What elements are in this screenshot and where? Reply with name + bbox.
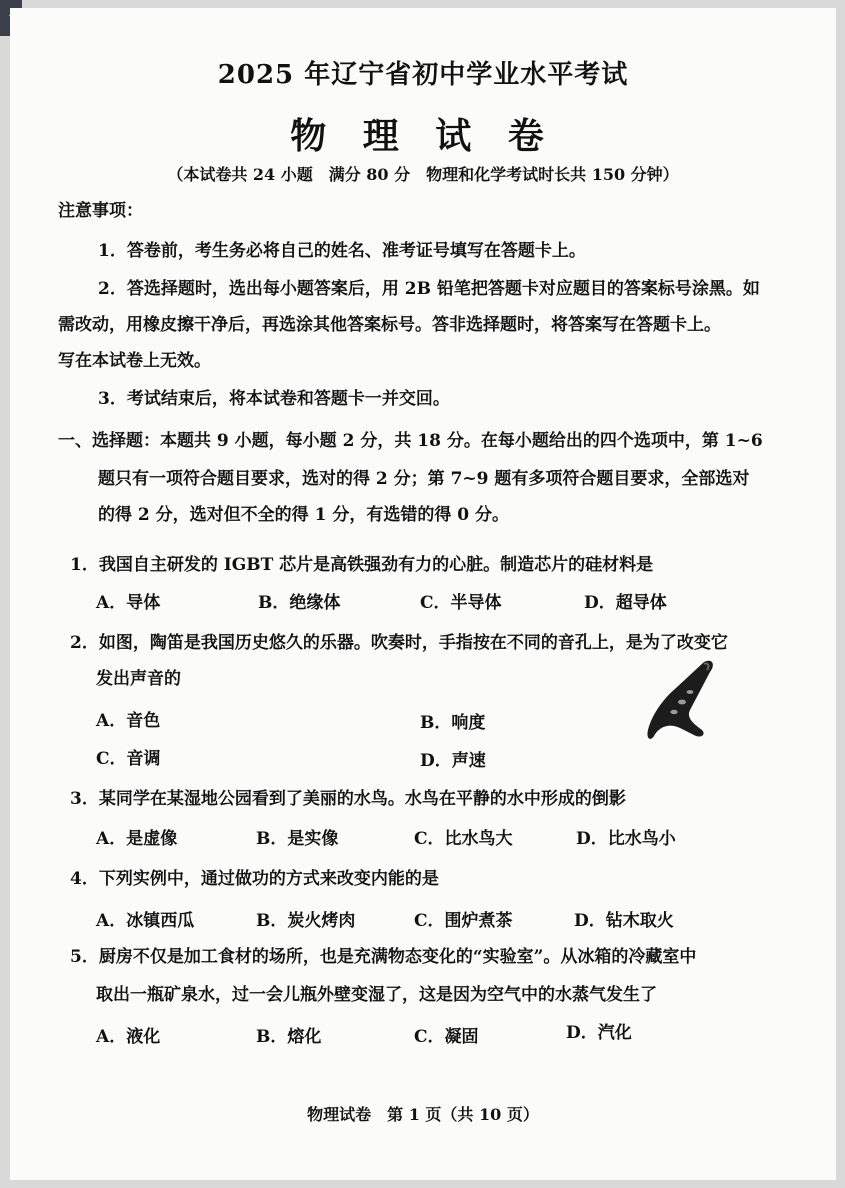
- question-2-option-a: A．音色: [96, 711, 161, 731]
- question-5-option-c: C．凝固: [414, 1027, 479, 1047]
- question-4-option-a: A．冰镇西瓜: [96, 911, 195, 931]
- question-2-option-d: D．声速: [420, 751, 486, 771]
- notice-line: 1．答卷前，考生务必将自己的姓名、准考证号填写在答题卡上。: [98, 241, 586, 261]
- question-3-option-b: B．是实像: [256, 829, 339, 849]
- notice-heading: 注意事项：: [58, 201, 143, 221]
- question-3-option-d: D．比水鸟小: [576, 829, 676, 849]
- question-5-option-b: B．熔化: [256, 1027, 322, 1047]
- question-4-option-c: C．围炉煮茶: [414, 911, 513, 931]
- question-2-stem-cont: 发出声音的: [96, 669, 181, 689]
- question-5-stem: 5．厨房不仅是加工食材的场所，也是充满物态变化的“实验室”。从冰箱的冷藏室中: [70, 947, 697, 967]
- question-4-option-b: B．炭火烤肉: [256, 911, 356, 931]
- section-instructions: 一、选择题：本题共 9 小题，每小题 2 分，共 18 分。在每小题给出的四个选项中，第 1~6: [58, 431, 763, 451]
- question-5-option-d: D．汽化: [566, 1023, 632, 1043]
- ocarina-figure: [646, 658, 726, 748]
- question-3-option-c: C．比水鸟大: [414, 829, 513, 849]
- notice-line: 写在本试卷上无效。: [58, 351, 211, 371]
- question-4-stem: 4．下列实例中，通过做功的方式来改变内能的是: [70, 869, 439, 889]
- notice-line: 需改动，用橡皮擦干净后，再选涂其他答案标号。答非选择题时，将答案写在答题卡上。: [58, 315, 721, 335]
- question-1-option-d: D．超导体: [584, 593, 667, 613]
- exam-page: [10, 8, 836, 1180]
- section-instructions: 题只有一项符合题目要求，选对的得 2 分；第 7~9 题有多项符合题目要求，全部选对: [98, 469, 750, 489]
- question-2-option-b: B．响度: [420, 713, 486, 733]
- question-1-option-c: C．半导体: [420, 593, 502, 613]
- question-5-option-a: A．液化: [96, 1027, 161, 1047]
- exam-meta: （本试卷共 24 小题 满分 80 分 物理和化学考试时长共 150 分钟）: [167, 165, 679, 184]
- question-5-stem-cont: 取出一瓶矿泉水，过一会儿瓶外壁变湿了，这是因为空气中的水蒸气发生了: [96, 985, 657, 1005]
- notice-line: 2．答选择题时，选出每小题答案后，用 2B 铅笔把答题卡对应题目的答案标号涂黑。如: [98, 279, 760, 299]
- question-2-option-c: C．音调: [96, 749, 161, 769]
- section-instructions: 的得 2 分，选对但不全的得 1 分，有选错的得 0 分。: [98, 505, 509, 525]
- question-1-stem: 1．我国自主研发的 IGBT 芯片是高铁强劲有力的心脏。制造芯片的硅材料是: [70, 555, 654, 575]
- subject-title: 物 理 试 卷: [290, 115, 556, 157]
- notice-line: 3．考试结束后，将本试卷和答题卡一并交回。: [98, 389, 450, 409]
- question-1-option-b: B．绝缘体: [258, 593, 341, 613]
- exam-title: 2025 年辽宁省初中学业水平考试: [217, 60, 629, 90]
- question-2-stem: 2．如图，陶笛是我国历史悠久的乐器。吹奏时，手指按在不同的音孔上，是为了改变它: [70, 633, 728, 653]
- question-1-option-a: A．导体: [96, 593, 161, 613]
- question-3-option-a: A．是虚像: [96, 829, 178, 849]
- question-4-option-d: D．钻木取火: [574, 911, 674, 931]
- question-3-stem: 3．某同学在某湿地公园看到了美丽的水鸟。水鸟在平静的水中形成的倒影: [70, 789, 626, 809]
- page-footer: 物理试卷 第 1 页（共 10 页）: [307, 1105, 539, 1124]
